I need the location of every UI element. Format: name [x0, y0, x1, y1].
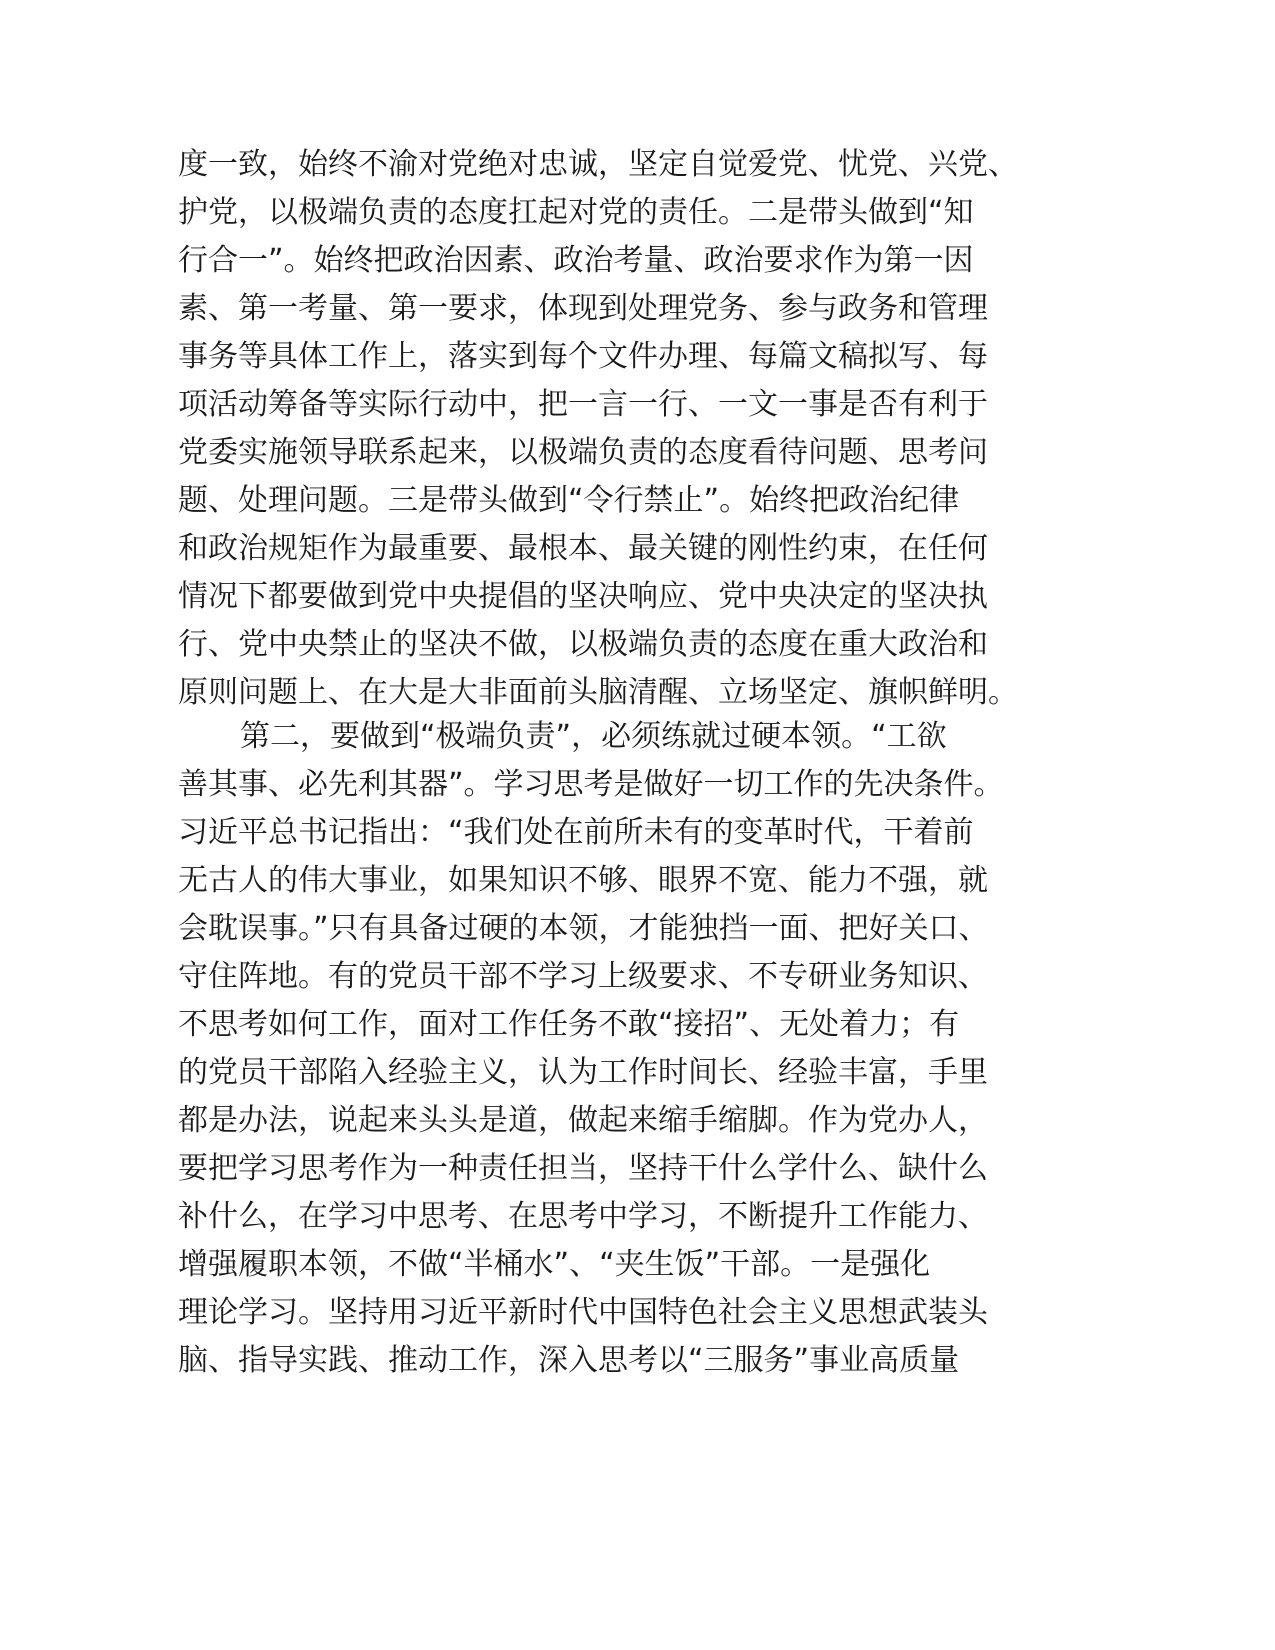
paragraph-line: 不思考如何工作，面对工作任务不敢“接招”、无处着力；有: [178, 1007, 960, 1042]
paragraph-line: 理论学习。坚持用习近平新时代中国特色社会主义思想武装头: [178, 1295, 988, 1330]
paragraph-line: 的党员干部陷入经验主义，认为工作时间长、经验丰富，手里: [178, 1055, 988, 1090]
paragraph-line: 情况下都要做到党中央提倡的坚决响应、党中央决定的坚决执: [178, 579, 988, 614]
paragraph-1: [178, 141, 1078, 717]
paragraph-line: 题、处理问题。三是带头做到“令行禁止”。始终把政治纪律: [178, 483, 960, 518]
paragraph-line: 增强履职本领，不做“半桶水”、“夹生饭”干部。一是强化: [178, 1247, 931, 1282]
paragraph-line: 守住阵地。有的党员干部不学习上级要求、不专研业务知识、: [178, 959, 988, 994]
paragraph-first-line: 第二，要做到“极端负责”，必须练就过硬本领。“工欲: [240, 719, 947, 754]
paragraph-line: 行合一”。始终把政治因素、政治考量、政治要求作为第一因: [178, 243, 974, 278]
paragraph-2: [178, 713, 1078, 1385]
paragraph-line: 党委实施领导联系起来，以极端负责的态度看待问题、思考问: [178, 435, 988, 470]
paragraph-line: 善其事、必先利其器”。学习思考是做好一切工作的先决条件。: [178, 767, 1004, 802]
paragraph-line: 项活动筹备等实际行动中，把一言一行、一文一事是否有利于: [178, 387, 988, 422]
paragraph-line: 原则问题上、在大是大非面前头脑清醒、立场坚定、旗帜鲜明。: [178, 675, 1018, 710]
paragraph-line: 要把学习思考作为一种责任担当，坚持干什么学什么、缺什么: [178, 1151, 988, 1186]
paragraph-line: 无古人的伟大事业，如果知识不够、眼界不宽、能力不强，就: [178, 863, 988, 898]
paragraph-line: 事务等具体工作上，落实到每个文件办理、每篇文稿拟写、每: [178, 339, 988, 374]
paragraph-line: 护党，以极端负责的态度扛起对党的责任。二是带头做到“知: [178, 195, 974, 230]
paragraph-line: 和政治规矩作为最重要、最根本、最关键的刚性约束，在任何: [178, 531, 988, 566]
paragraph-line: 习近平总书记指出：“我们处在前所未有的变革时代，干着前: [178, 815, 974, 850]
paragraph-line: 会耽误事。”只有具备过硬的本领，才能独挡一面、把好关口、: [178, 911, 989, 946]
paragraph-line: 素、第一考量、第一要求，体现到处理党务、参与政务和管理: [178, 291, 988, 326]
paragraph-line: 行、党中央禁止的坚决不做，以极端负责的态度在重大政治和: [178, 627, 988, 662]
paragraph-line: 脑、指导实践、推动工作，深入思考以“三服务”事业高质量: [178, 1343, 960, 1378]
paragraph-line: 度一致，始终不渝对党绝对忠诚，坚定自觉爱党、忧党、兴党、: [178, 147, 1018, 182]
paragraph-line: 都是办法，说起来头头是道，做起来缩手缩脚。作为党办人，: [178, 1103, 988, 1138]
paragraph-line: 补什么，在学习中思考、在思考中学习，不断提升工作能力、: [178, 1199, 988, 1234]
